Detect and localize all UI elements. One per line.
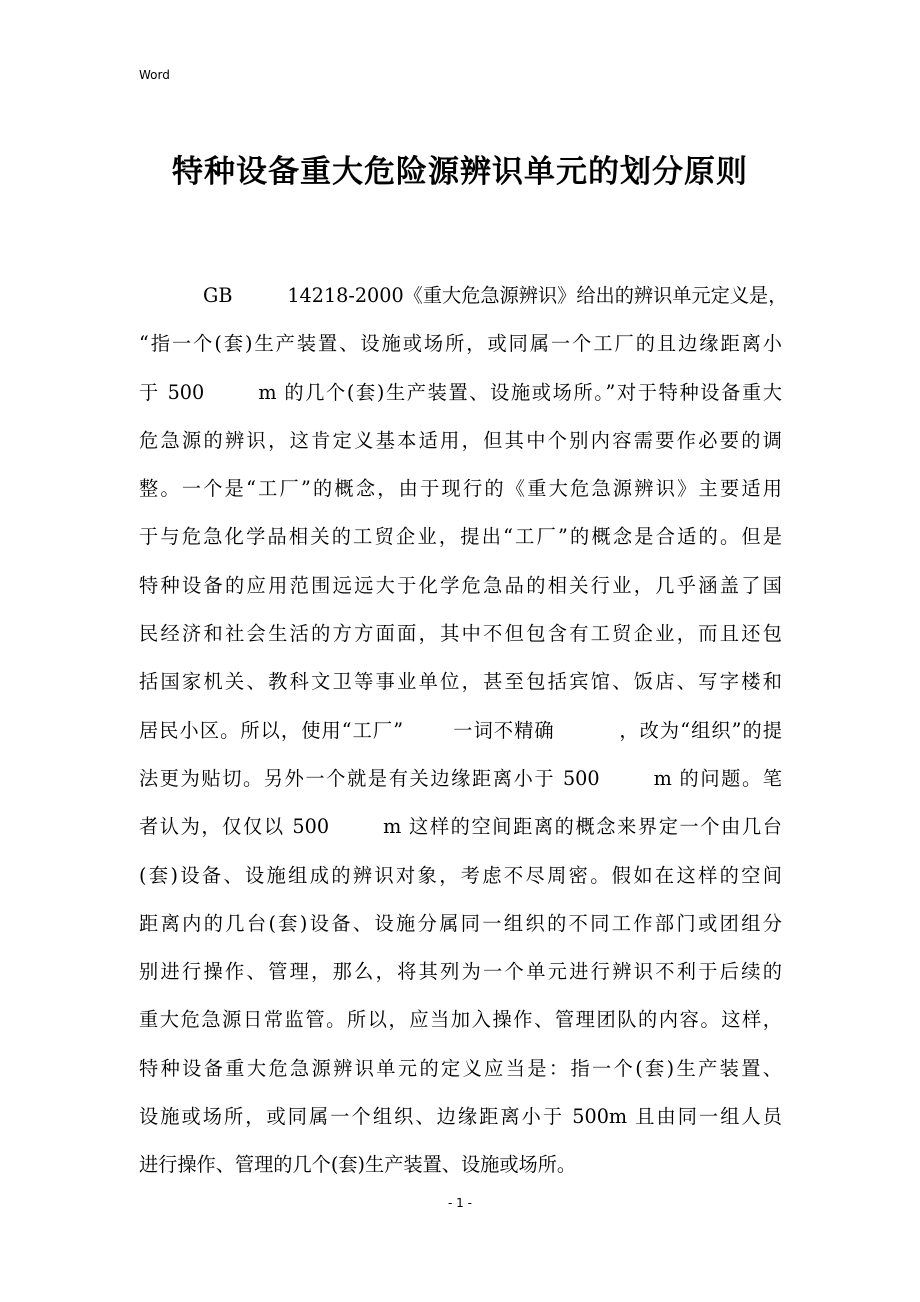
body-paragraph	[139, 278, 788, 1196]
page-header-label: Word	[139, 68, 170, 82]
paragraph-line: 特种设备的应用范围远远大于化学危急品的相关行业，几乎涵盖了国	[139, 573, 782, 597]
paragraph-line: 危急源的辨识，这肯定义基本适用，但其中个别内容需要作必要的调	[139, 428, 782, 452]
paragraph-line: 者认为，仅仅以 500 m 这样的空间距离的概念来界定一个由几台	[139, 815, 782, 839]
paragraph-line: 括国家机关、教科文卫等事业单位，甚至包括宾馆、饭店、写字楼和	[139, 670, 782, 694]
paragraph-line: 重大危急源日常监管。所以，应当加入操作、管理团队的内容。这样，	[139, 1008, 782, 1032]
paragraph-line: 居民小区。所以，使用“工厂” 一词不精确 ，改为“组织”的提	[139, 718, 782, 742]
paragraph-line: 于 500 m 的几个(套)生产装置、设施或场所。”对于特种设备重大	[139, 380, 782, 404]
paragraph-line: 于与危急化学品相关的工贸企业，提出“工厂”的概念是合适的。但是	[139, 525, 782, 549]
paragraph-line: 进行操作、管理的几个(套)生产装置、设施或场所。	[139, 1153, 577, 1177]
page-number: - 1 -	[448, 1196, 472, 1210]
paragraph-line: “指一个(套)生产装置、设施或场所，或同属一个工厂的且边缘距离小	[139, 332, 782, 356]
paragraph-line: GB 14218-2000《重大危急源辨识》给出的辨识单元定义是，	[203, 284, 788, 307]
paragraph-line: 整。一个是“工厂”的概念，由于现行的《重大危急源辨识》主要适用	[139, 477, 782, 501]
paragraph-line: 设施或场所，或同属一个组织、边缘距离小于 500m 且由同一组人员	[139, 1105, 782, 1129]
document-title: 特种设备重大危险源辨识单元的划分原则	[172, 154, 748, 190]
paragraph-line: 距离内的几台(套)设备、设施分属同一组织的不同工作部门或团组分	[139, 911, 782, 935]
paragraph-line: 特种设备重大危急源辨识单元的定义应当是：指一个(套)生产装置、	[139, 1056, 782, 1080]
paragraph-line: (套)设备、设施组成的辨识对象，考虑不尽周密。假如在这样的空间	[139, 863, 782, 887]
paragraph-line: 民经济和社会生活的方方面面，其中不但包含有工贸企业，而且还包	[139, 622, 782, 646]
paragraph-line: 别进行操作、管理，那么，将其列为一个单元进行辨识不利于后续的	[139, 960, 782, 984]
paragraph-line: 法更为贴切。另外一个就是有关边缘距离小于 500 m 的问题。笔	[139, 766, 782, 790]
